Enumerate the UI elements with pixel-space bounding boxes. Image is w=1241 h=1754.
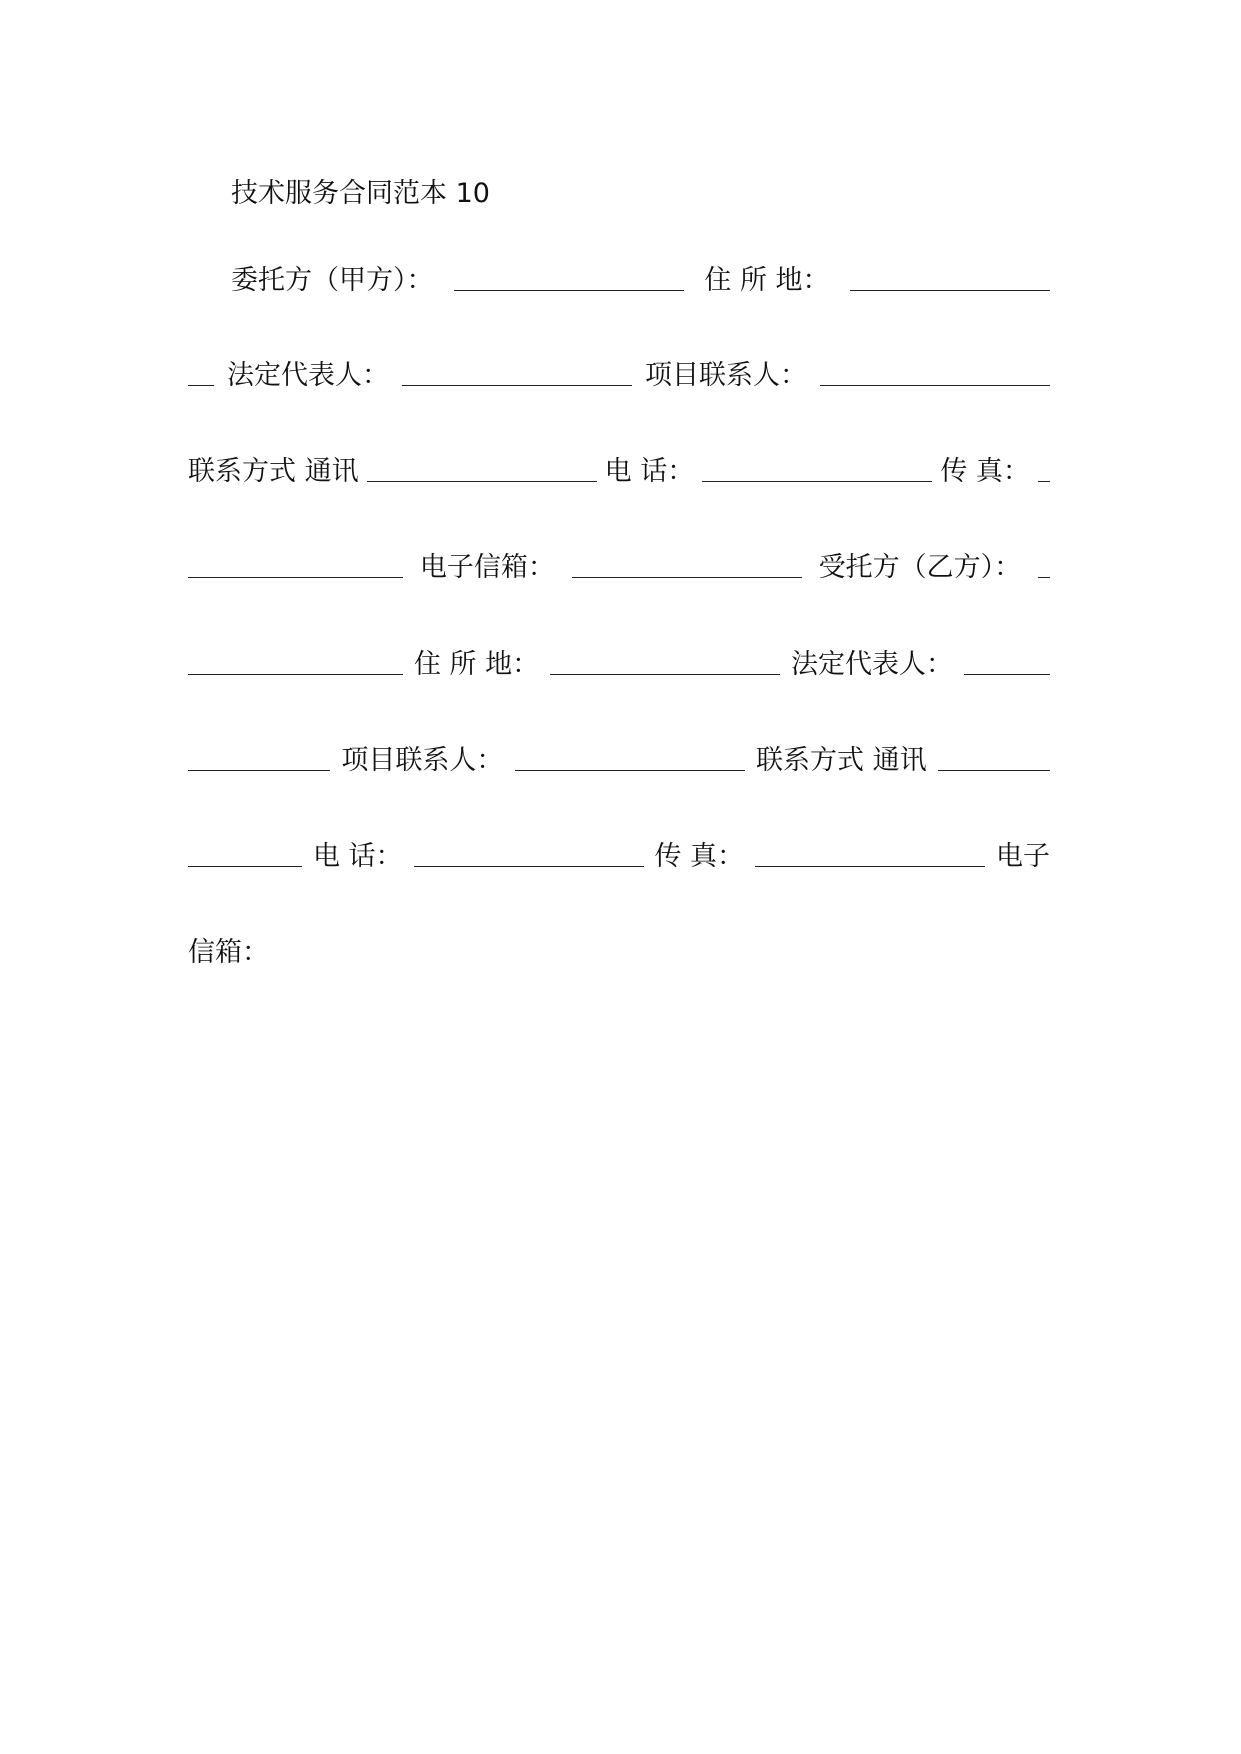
party-a-address-blank[interactable] <box>850 262 1050 291</box>
party-b-contact-method-blank-cont[interactable] <box>188 838 302 867</box>
party-b-project-contact-label: 项目联系人： <box>341 745 504 776</box>
line-party-a <box>231 260 1050 300</box>
party-a-contact-method-label: 联系方式 通讯 <box>188 456 359 487</box>
line-party-a-email <box>188 547 1050 587</box>
party-a-legal-rep-label: 法定代表人： <box>227 360 389 391</box>
party-b-phone-label: 电 话： <box>312 841 403 872</box>
party-b-contact-method-label: 联系方式 通讯 <box>756 745 927 776</box>
party-a-fax-label: 传 真： <box>940 456 1030 487</box>
party-b-phone-blank[interactable] <box>414 838 644 867</box>
party-a-address-blank-cont[interactable] <box>188 357 214 386</box>
party-a-project-contact-label: 项目联系人： <box>645 360 807 391</box>
party-a-phone-label: 电 话： <box>604 456 695 487</box>
party-b-project-contact-blank[interactable] <box>515 742 745 771</box>
party-a-legal-rep-blank[interactable] <box>402 357 632 386</box>
party-b-blank[interactable] <box>1038 549 1050 578</box>
party-b-blank-cont[interactable] <box>188 646 403 675</box>
party-b-email-label-end: 信箱： <box>188 937 269 968</box>
party-b-legal-rep-blank[interactable] <box>964 646 1050 675</box>
party-a-blank[interactable] <box>454 262 684 291</box>
party-a-email-blank[interactable] <box>572 549 802 578</box>
party-b-address-label: 住 所 地： <box>413 649 540 680</box>
party-a-address-label: 住 所 地： <box>704 265 830 296</box>
party-b-fax-blank[interactable] <box>755 838 985 867</box>
party-a-label: 委托方（甲方）： <box>231 265 434 296</box>
party-b-fax-label: 传 真： <box>654 841 745 872</box>
party-b-legal-rep-blank-cont[interactable] <box>188 742 330 771</box>
party-b-label: 受托方（乙方）： <box>818 552 1022 583</box>
line-party-a-rep <box>188 355 1050 395</box>
party-a-email-label: 电子信箱： <box>419 552 555 583</box>
party-a-fax-blank[interactable] <box>1038 453 1050 482</box>
party-a-fax-blank-cont[interactable] <box>188 549 403 578</box>
document-title: 技术服务合同范本 10 <box>231 178 490 209</box>
party-b-legal-rep-label: 法定代表人： <box>791 649 954 680</box>
party-b-address-blank[interactable] <box>550 646 780 675</box>
line-party-b-phone <box>188 836 1050 876</box>
line-party-a-contact <box>188 451 1050 491</box>
party-b-contact-method-blank[interactable] <box>938 742 1050 771</box>
party-a-phone-blank[interactable] <box>702 453 932 482</box>
party-a-contact-method-blank[interactable] <box>367 453 597 482</box>
line-party-b-contact <box>188 740 1050 780</box>
party-b-email-label-start: 电子 <box>995 841 1050 872</box>
line-party-b-address <box>188 644 1050 684</box>
party-a-project-contact-blank[interactable] <box>820 357 1050 386</box>
line-party-b-email <box>188 933 1050 973</box>
